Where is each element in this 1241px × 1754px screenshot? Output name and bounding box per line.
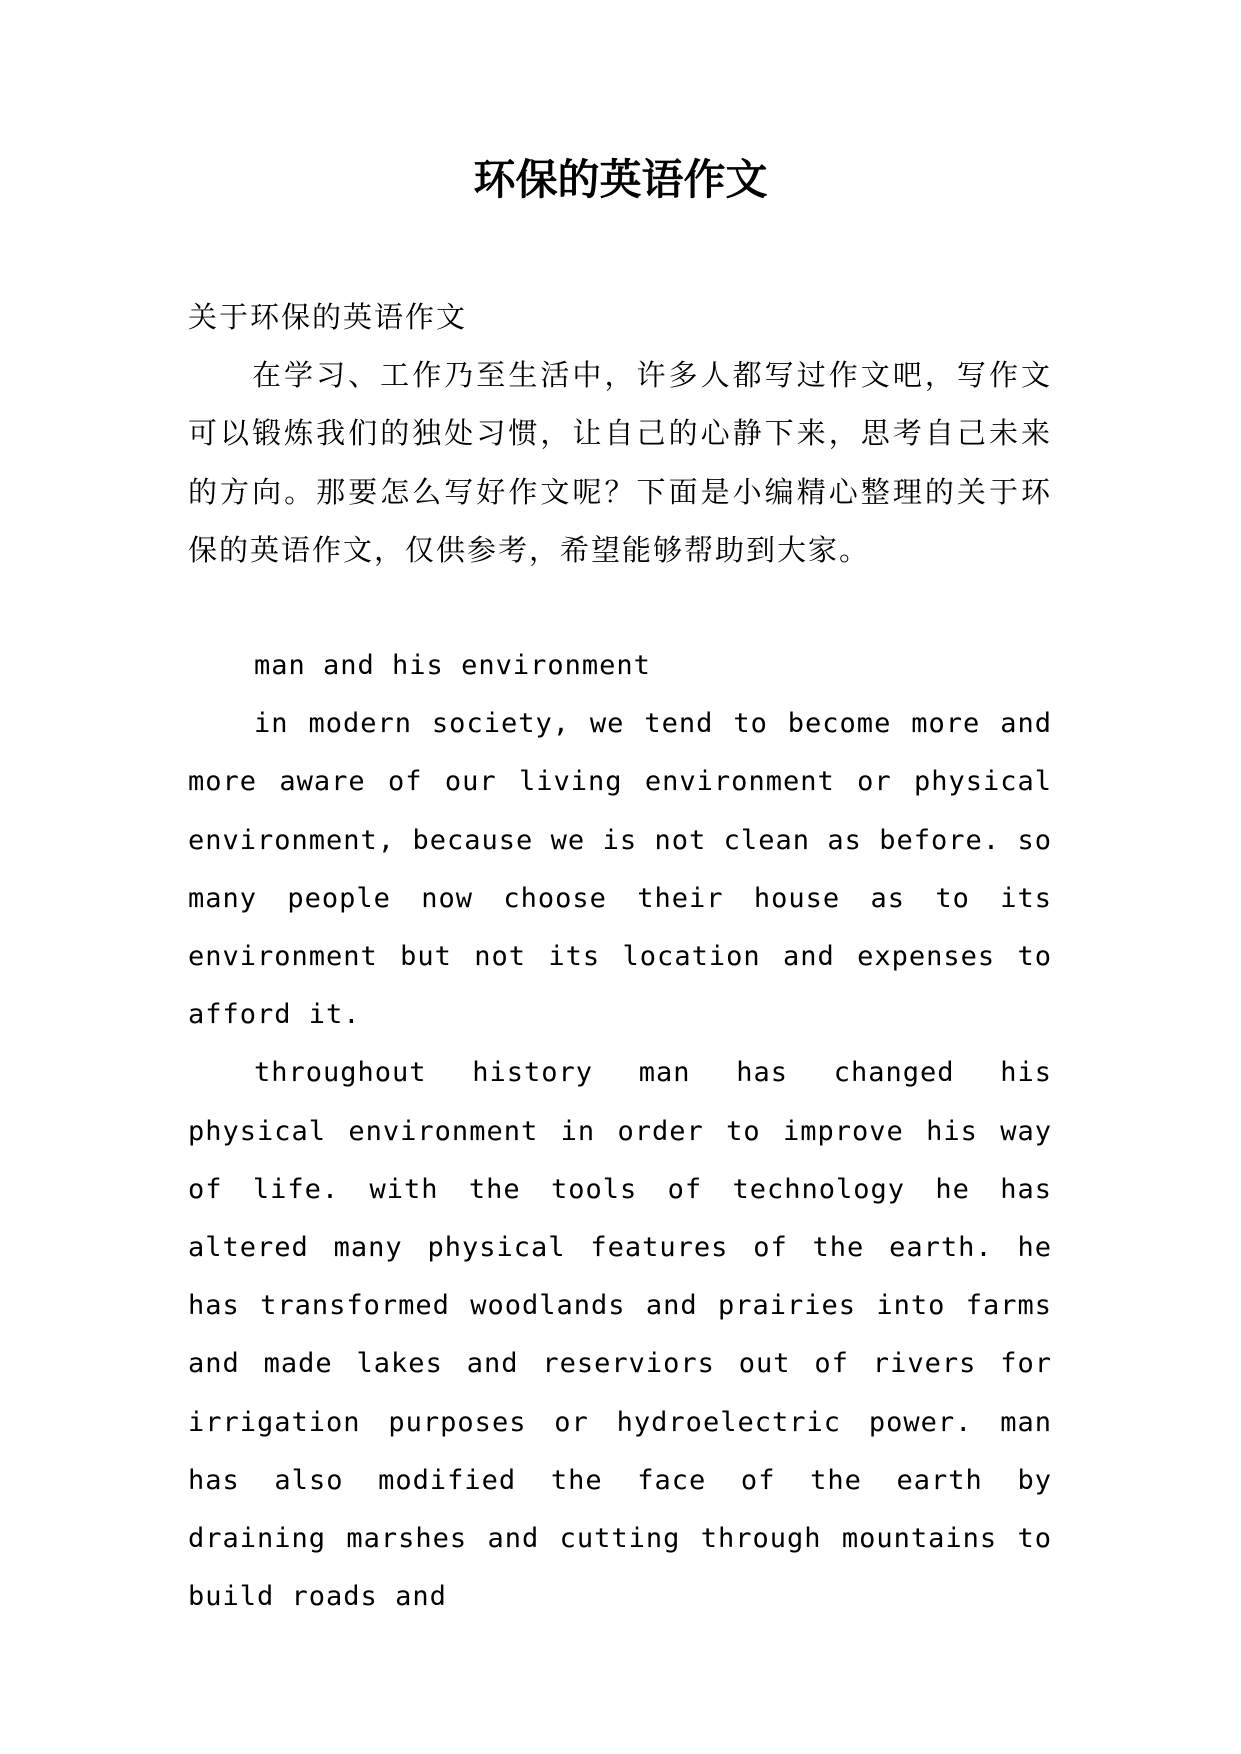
document-title: 环保的英语作文	[473, 155, 768, 204]
paragraph-spacer	[188, 579, 1052, 637]
essay-title: man and his environment	[254, 650, 651, 682]
intro-paragraph: 在学习、工作乃至生活中，许多人都写过作文吧，写作文可以锻炼我们的独处习惯，让自己的心静下来，思考自己未来的方向。那要怎么写好作文呢？下面是小编精心整理的关于环保的英语作文，仅供参考，希望能够帮助到大家。	[188, 358, 1052, 567]
document-subtitle: 关于环保的英语作文	[188, 300, 468, 334]
essay-paragraph-1: in modern society, we tend to become more and more aware of our living environment or physical environment, because we is not clean as before. so many people now choose their house as to its environment but not its location and expenses to afford it.	[188, 708, 1052, 1031]
essay-paragraph-2: throughout history man has changed his physical environment in order to improve his way of life. with the tools of technology he has altered many physical features of the earth. he has transformed woodlands and prairies into farms and made lakes and reserviors out of rivers for irrigation purposes or hydroelectric power. man has also modified the face of the earth by draining marshes and cutting through mountains to build roads and	[188, 1057, 1052, 1613]
document-body	[188, 288, 1052, 1626]
